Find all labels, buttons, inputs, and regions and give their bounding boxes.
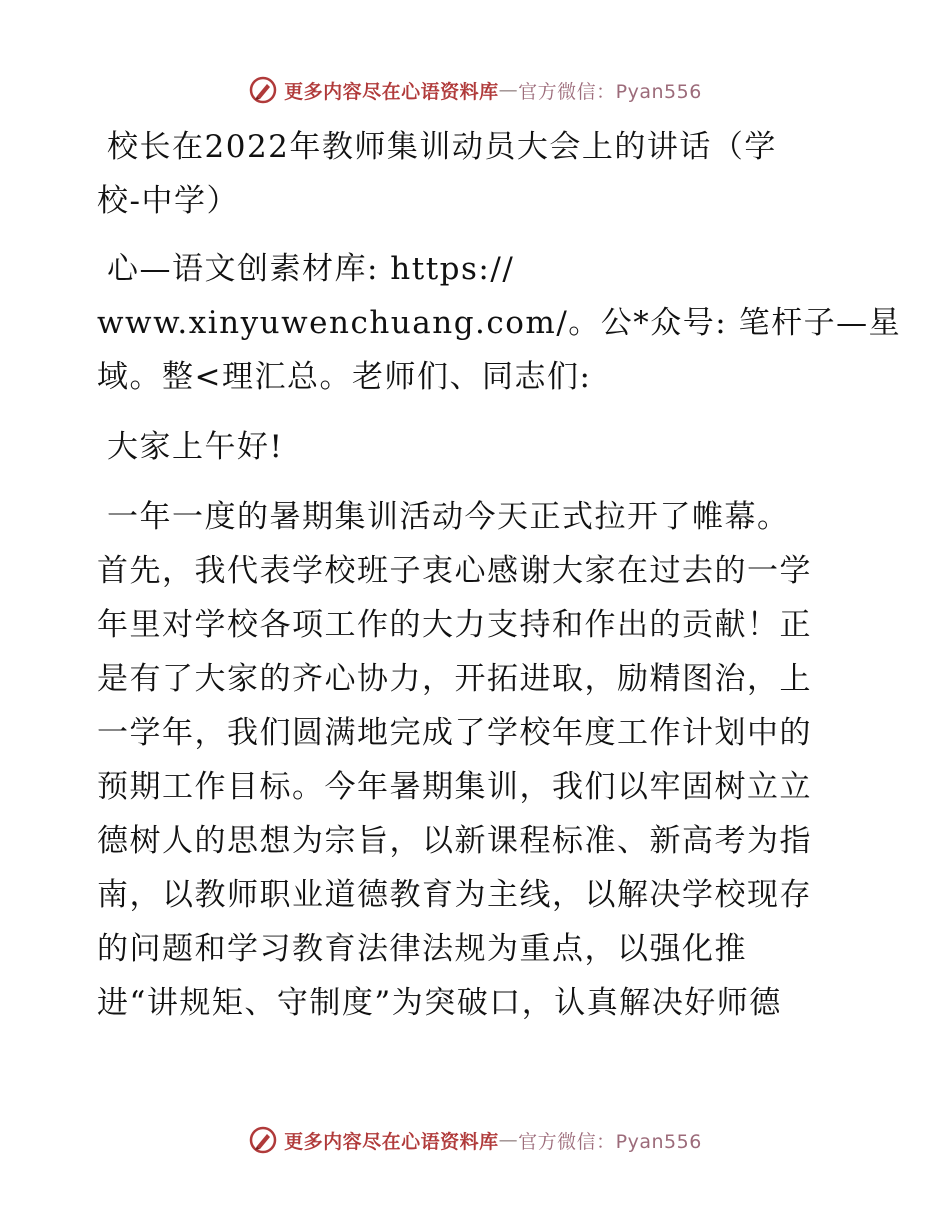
footer-watermark (0, 1120, 950, 1160)
body-line: 一学年，我们圆满地完成了学校年度工作计划中的 (97, 715, 812, 751)
body-line: 的问题和学习教育法律法规为重点，以强化推 (97, 931, 747, 967)
greeting: 大家上午好! (107, 429, 284, 465)
source-line: www.xinyuwenchuang.com/。公*众号: 笔杆子—星 (97, 305, 902, 341)
source-line: 心—语文创素材库: https:// (107, 251, 515, 287)
watermark-wechat-text: 官方微信：Pyan556 (518, 80, 702, 103)
watermark-separator: — (498, 1129, 519, 1151)
body-paragraph (97, 490, 857, 1030)
body-line: 预期工作目标。今年暑期集训，我们以牢固树立立 (97, 769, 812, 805)
body-line: 是有了大家的齐心协力，开拓进取，励精图治，上 (97, 661, 812, 697)
watermark-wechat-text: 官方微信：Pyan556 (518, 1130, 702, 1153)
watermark-main-text: 更多内容尽在心语资料库 (284, 80, 499, 103)
body-line: 年里对学校各项工作的大力支持和作出的贡献！正 (97, 607, 812, 643)
pen-logo-icon (248, 75, 278, 105)
document-title (97, 120, 857, 228)
watermark-main-text: 更多内容尽在心语资料库 (284, 1130, 499, 1153)
title-line: 校长在2022年教师集训动员大会上的讲话（学 (107, 129, 777, 165)
body-line: 南，以教师职业道德教育为主线，以解决学校现存 (97, 877, 812, 913)
header-watermark (0, 70, 950, 110)
document-body (97, 120, 902, 1030)
body-line: 进“讲规矩、守制度”为突破口，认真解决好师德 (97, 985, 782, 1021)
body-line: 一年一度的暑期集训活动今天正式拉开了帷幕。 (107, 499, 790, 535)
watermark-separator: — (498, 79, 519, 101)
source-note (97, 242, 902, 404)
pen-logo-icon (248, 1125, 278, 1155)
title-line: 校-中学） (97, 183, 239, 219)
source-line: 域。整<理汇总。老师们、同志们: (97, 359, 592, 395)
body-line: 德树人的思想为宗旨，以新课程标准、新高考为指 (97, 823, 812, 859)
body-line: 首先，我代表学校班子衷心感谢大家在过去的一学 (97, 553, 812, 589)
